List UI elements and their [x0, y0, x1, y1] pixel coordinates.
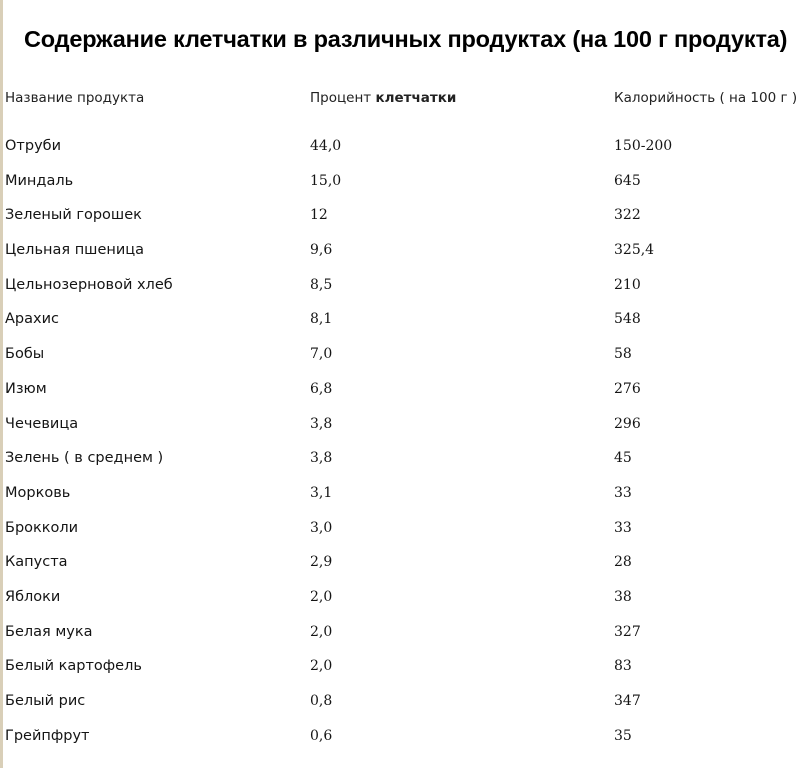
fiber-percent: 2,9	[310, 554, 333, 571]
calories-value: 58	[614, 346, 632, 363]
product-name: Чечевица	[5, 415, 79, 432]
fiber-percent: 7,0	[310, 346, 333, 363]
table-row	[0, 589, 768, 624]
fiber-percent: 44,0	[310, 138, 342, 154]
product-name: Цельная пшеница	[5, 242, 145, 259]
calories-value: 210	[614, 276, 641, 293]
table-row	[0, 485, 768, 520]
table-row	[0, 346, 768, 381]
product-name: Яблоки	[5, 588, 61, 605]
calories-value: 327	[614, 623, 641, 640]
fiber-percent: 3,1	[310, 484, 333, 501]
product-name: Бобы	[5, 346, 45, 363]
table-row	[0, 381, 768, 416]
product-name: Брокколи	[5, 519, 79, 536]
calories-value: 45	[614, 450, 632, 467]
calories-value: 645	[614, 172, 641, 189]
table-row	[0, 450, 768, 485]
product-name: Отруби	[5, 138, 62, 154]
product-name: Цельнозерновой хлеб	[5, 276, 173, 293]
table-row	[0, 311, 768, 346]
fiber-percent: 6,8	[310, 380, 333, 397]
page-title: Содержание клетчатки в различных продуктах (на 100 г продукта)	[24, 26, 788, 52]
product-name: Белый картофель	[5, 658, 142, 675]
column-header-fiber-prefix: Процент	[310, 90, 372, 106]
fiber-percent: 0,6	[310, 727, 333, 744]
fiber-percent: 2,0	[310, 658, 333, 675]
column-header-calories: Калорийность ( на 100 г )	[614, 90, 797, 106]
calories-value: 83	[614, 658, 632, 675]
product-name: Зеленый горошек	[5, 207, 142, 224]
product-name: Изюм	[5, 380, 47, 397]
product-name: Морковь	[5, 484, 71, 501]
table-row	[0, 520, 768, 555]
table-row	[0, 207, 768, 242]
table-row	[0, 416, 768, 451]
table-row	[0, 658, 768, 693]
calories-value: 150-200	[614, 138, 673, 154]
fiber-percent: 2,0	[310, 623, 333, 640]
calories-value: 35	[614, 727, 632, 744]
fiber-percent: 8,1	[310, 311, 333, 328]
fiber-percent: 2,0	[310, 588, 333, 605]
fiber-percent: 3,0	[310, 519, 333, 536]
calories-value: 276	[614, 380, 641, 397]
fiber-percent: 8,5	[310, 276, 333, 293]
table-row	[0, 693, 768, 728]
calories-value: 296	[614, 415, 641, 432]
product-name: Белая мука	[5, 623, 93, 640]
table-row	[0, 277, 768, 312]
table-row	[0, 554, 768, 589]
fiber-percent: 3,8	[310, 450, 333, 467]
calories-value: 322	[614, 207, 641, 224]
table-body	[0, 138, 768, 762]
column-header-fiber-bold: клетчатки	[375, 90, 457, 106]
calories-value: 325,4	[614, 242, 655, 259]
calories-value: 38	[614, 588, 632, 605]
table-row	[0, 173, 768, 208]
calories-value: 548	[614, 311, 641, 328]
product-name: Миндаль	[5, 172, 74, 189]
fiber-percent: 3,8	[310, 415, 333, 432]
table-header	[0, 90, 797, 112]
calories-value: 28	[614, 554, 632, 571]
fiber-percent: 15,0	[310, 172, 342, 189]
calories-value: 33	[614, 484, 632, 501]
fiber-percent: 0,8	[310, 693, 333, 709]
product-name: Грейпфрут	[5, 727, 90, 744]
column-header-fiber	[310, 90, 456, 106]
product-name: Белый рис	[5, 693, 86, 709]
table-row	[0, 728, 768, 763]
calories-value: 33	[614, 519, 632, 536]
product-name: Арахис	[5, 311, 59, 328]
fiber-percent: 9,6	[310, 242, 333, 259]
product-name: Капуста	[5, 554, 68, 571]
calories-value: 347	[614, 693, 641, 709]
column-header-name: Название продукта	[5, 90, 145, 106]
product-name: Зелень ( в среднем )	[5, 450, 164, 467]
table-row	[0, 138, 768, 173]
table-row	[0, 242, 768, 277]
fiber-percent: 12	[310, 207, 328, 224]
table-row	[0, 624, 768, 659]
